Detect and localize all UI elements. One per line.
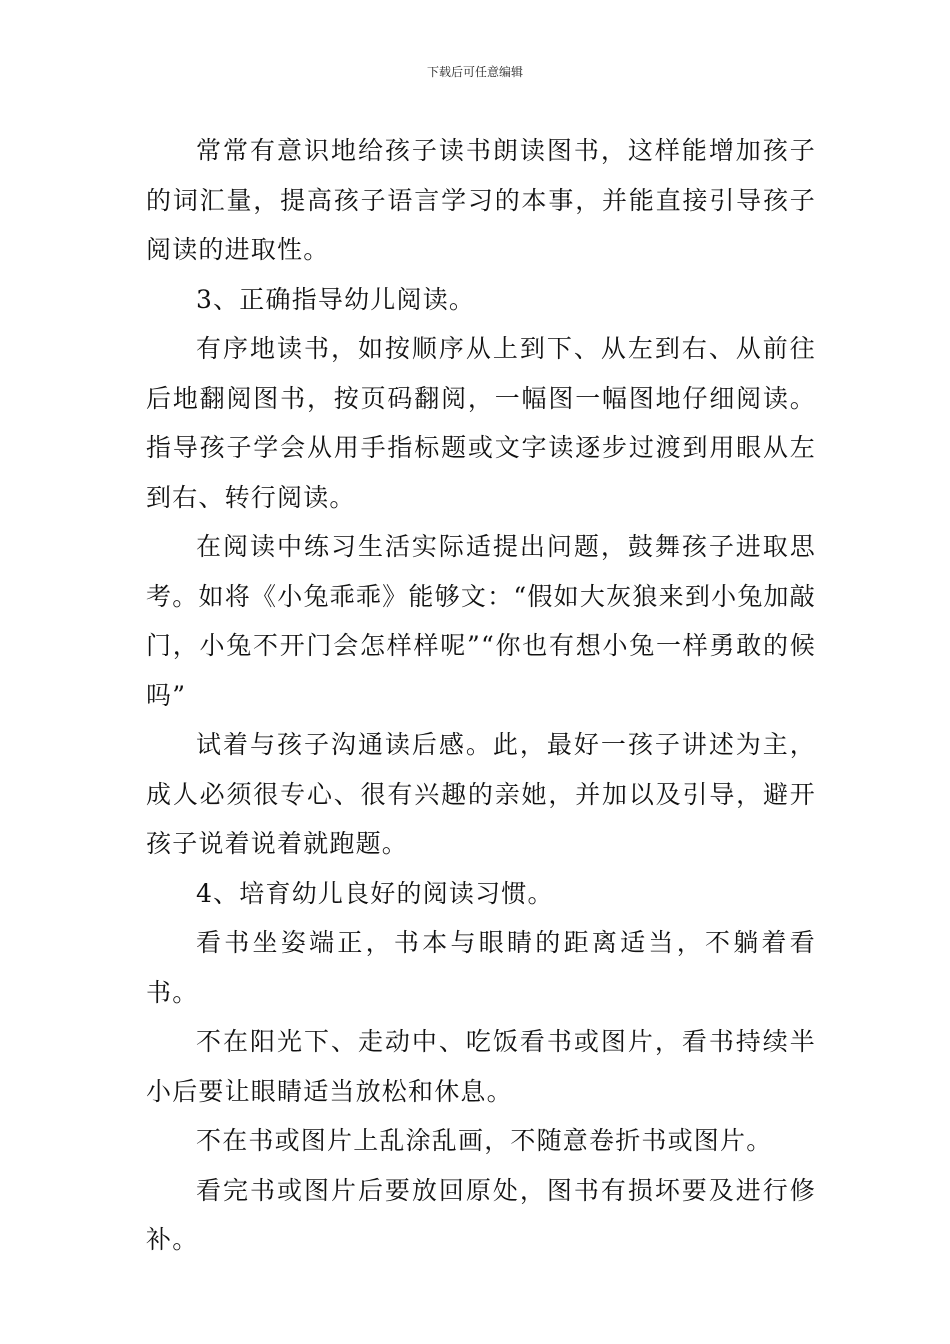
paragraph-reading-aloud: 常常有意识地给孩子读书朗读图书，这样能增加孩子的词汇量，提高孩子语言学习的本事，并能直接引导孩子阅读的进取性。 <box>146 136 816 264</box>
paragraph-return-books: 看完书或图片后要放回原处，图书有损坏要及进行修补。 <box>146 1175 816 1254</box>
paragraph-share-feelings: 试着与孩子沟通读后感。此，最好一孩子讲述为主，成人必须很专心、很有兴趣的亲她，并加以及引导，避开孩子说着说着就跑题。 <box>146 730 816 858</box>
paragraph-ask-questions: 在阅读中练习生活实际适提出问题，鼓舞孩子进取思考。如将《小兔乖乖》能够文：“假如大灰狼来到小兔加敲门，小兔不开门会怎样样呢”“你也有想小兔一样勇敢的候吗” <box>146 532 816 710</box>
section-heading-4: 4、培育幼儿良好的阅读习惯。 <box>196 878 554 908</box>
document-body <box>146 126 816 1265</box>
paragraph-posture: 看书坐姿端正，书本与眼睛的距离适当，不躺着看书。 <box>146 928 816 1007</box>
page-header-note: 下载后可任意编辑 <box>426 65 523 79</box>
paragraph-eye-rest: 不在阳光下、走动中、吃饭看书或图片，看书持续半小后要让眼睛适当放松和休息。 <box>146 1027 816 1106</box>
section-heading-3: 3、正确指导幼儿阅读。 <box>196 284 476 314</box>
paragraph-orderly-reading: 有序地读书，如按顺序从上到下、从左到右、从前往后地翻阅图书，按页码翻阅，一幅图一幅图地仔细阅读。指导孩子学会从用手指标题或文字读逐步过渡到用眼从左到右、转行阅读。 <box>146 334 816 512</box>
paragraph-no-scribbling: 不在书或图片上乱涂乱画，不随意卷折书或图片。 <box>196 1126 773 1155</box>
